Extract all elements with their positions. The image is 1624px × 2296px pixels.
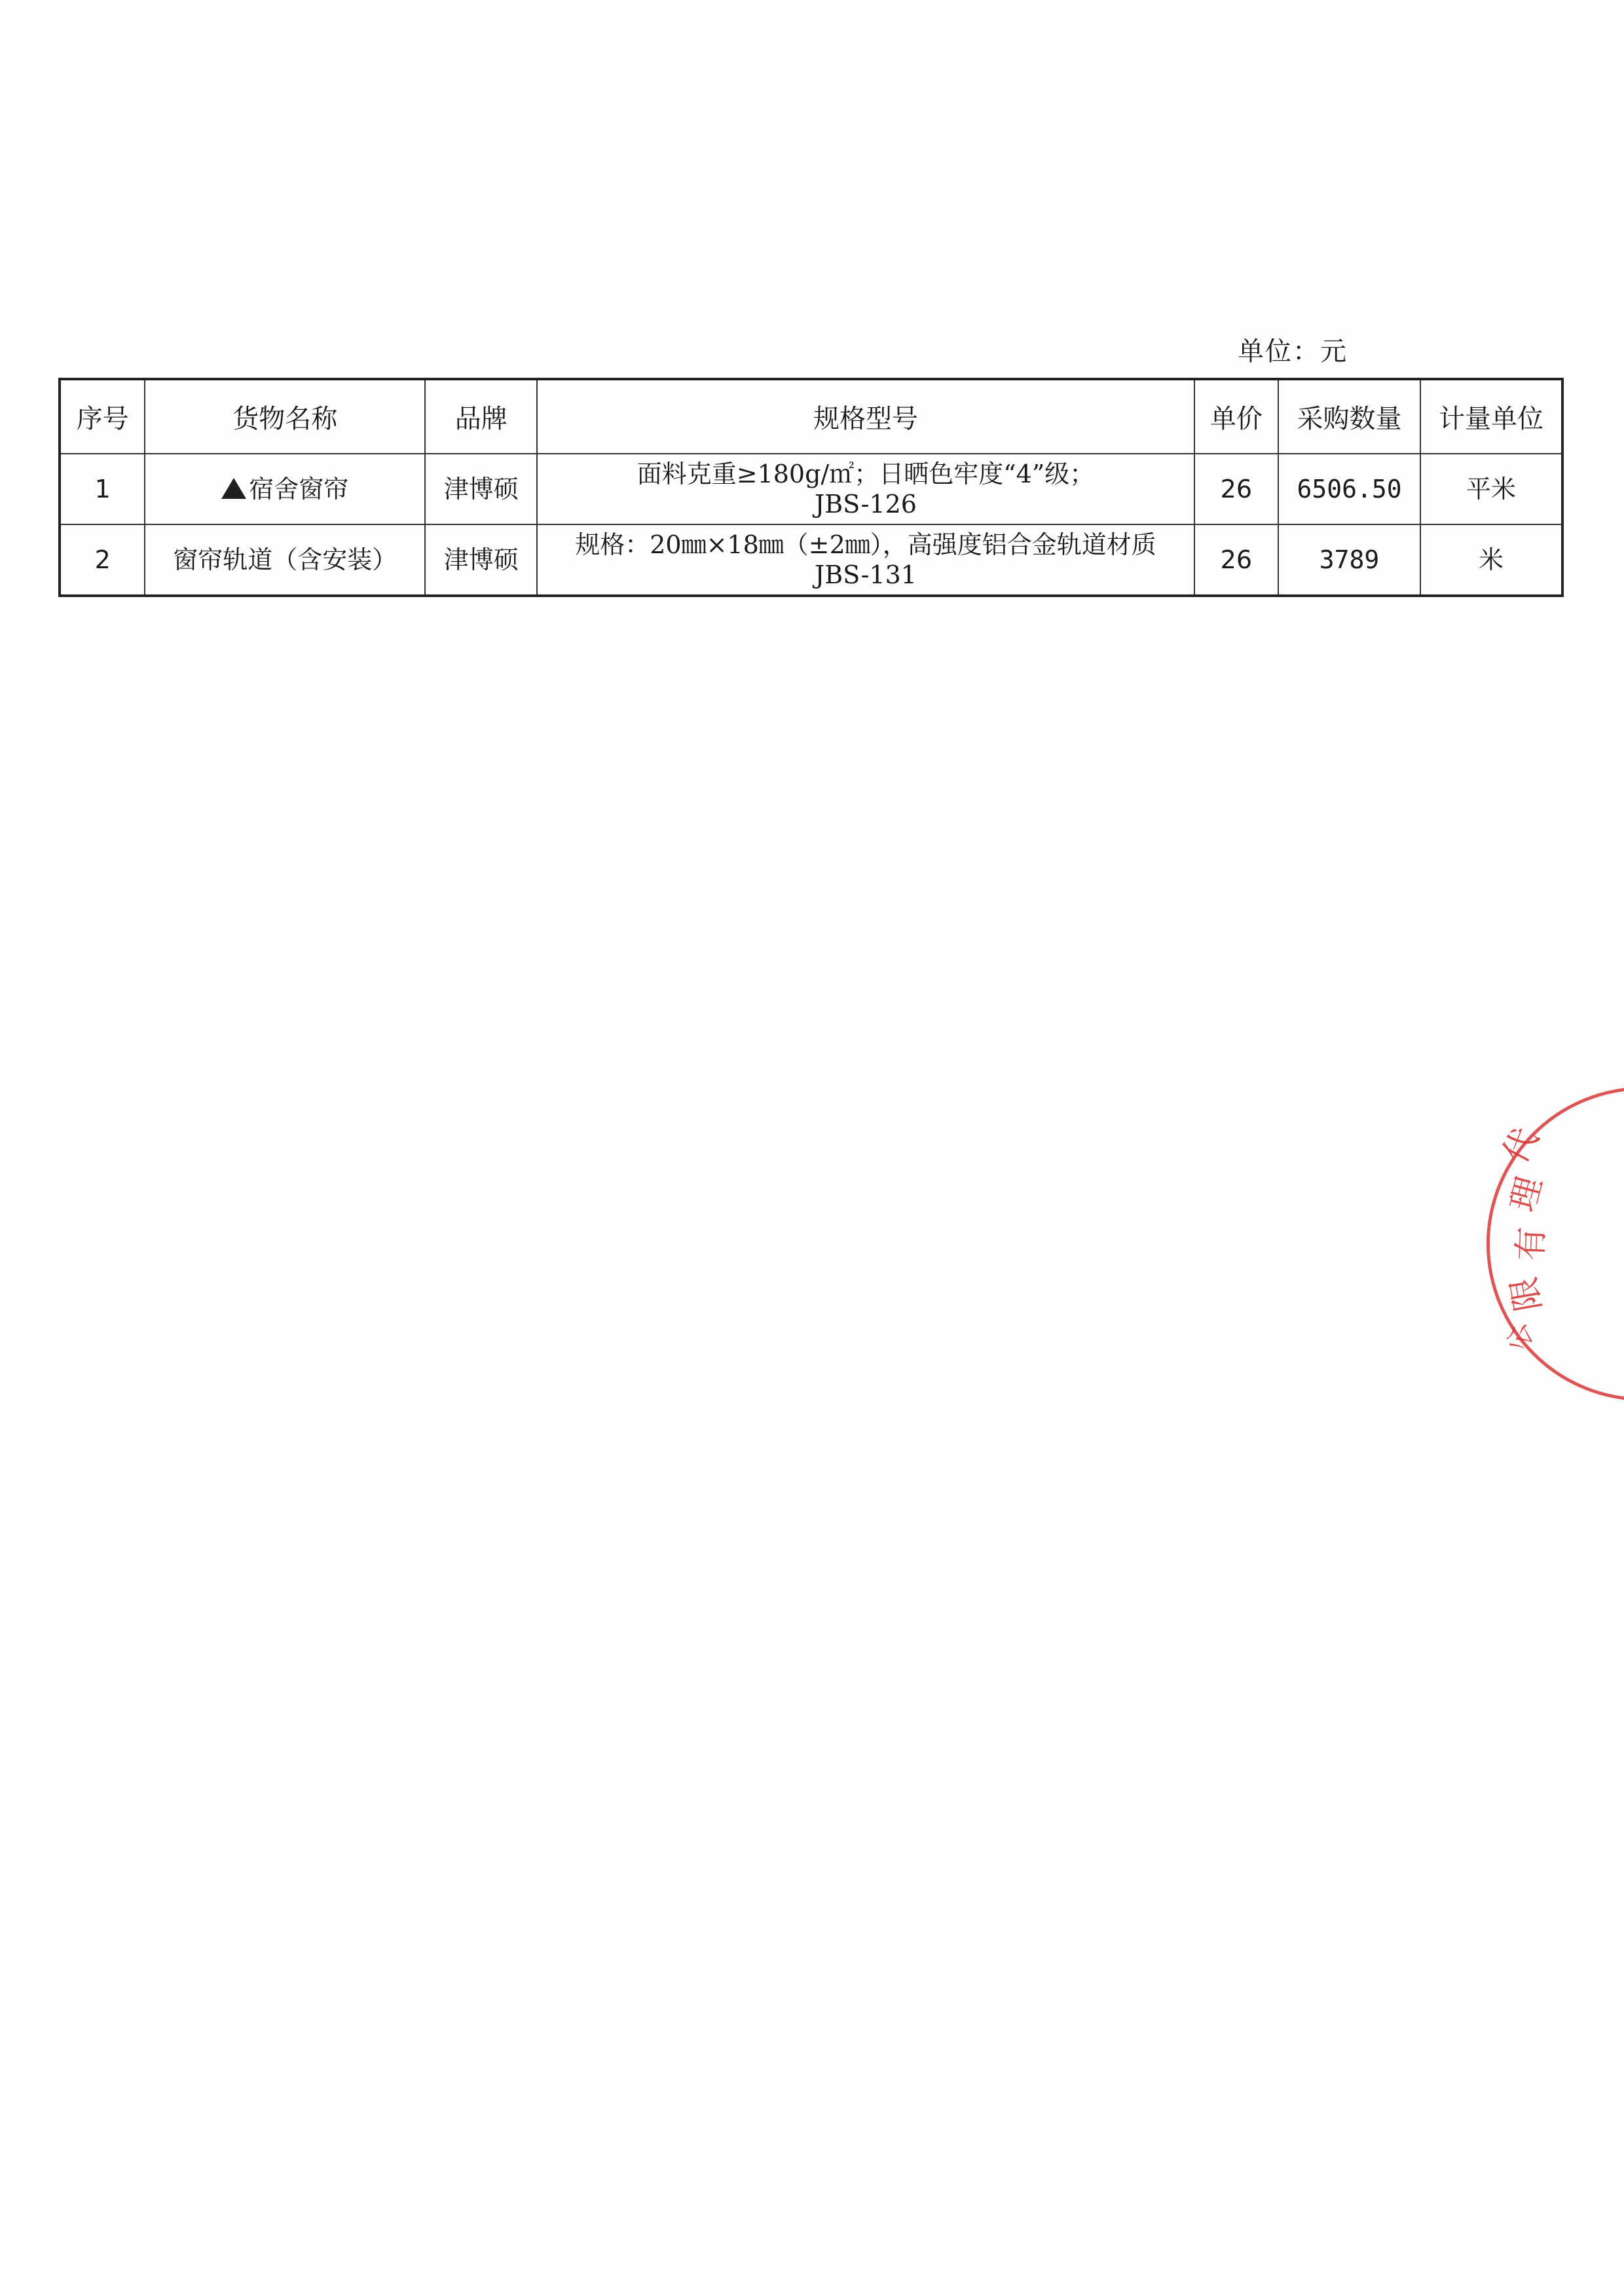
row-seq: 1 xyxy=(60,454,145,524)
triangle-icon xyxy=(221,478,246,499)
header-seq: 序号 xyxy=(60,379,145,454)
row-price: 26 xyxy=(1194,454,1278,524)
row-unit: 平米 xyxy=(1420,454,1562,524)
row-unit: 米 xyxy=(1420,524,1562,596)
row-qty: 3789 xyxy=(1278,524,1420,596)
row-seq: 2 xyxy=(60,524,145,596)
row-spec-cell xyxy=(537,454,1194,524)
seal-char: 公 xyxy=(1501,1319,1540,1355)
row-spec-line2: JBS-126 xyxy=(815,490,917,519)
goods-table xyxy=(58,378,1564,597)
row-name: 窗帘轨道（含安装） xyxy=(145,524,425,596)
row-spec-line2: JBS-131 xyxy=(815,560,917,589)
seal-char: 有 xyxy=(1511,1226,1552,1262)
table-header-row xyxy=(60,379,1562,454)
seal-char: 理 xyxy=(1503,1173,1551,1216)
header-unit: 计量单位 xyxy=(1420,379,1562,454)
table-row xyxy=(60,524,1562,596)
unit-note: 单位：元 xyxy=(1238,337,1348,367)
seal-char: 代 xyxy=(1496,1121,1547,1171)
row-price: 26 xyxy=(1194,524,1278,596)
row-spec-line1: 面料克重≥180g/㎡；日晒色牢度“4”级； xyxy=(637,460,1095,488)
header-qty: 采购数量 xyxy=(1278,379,1420,454)
seal-char: 限 xyxy=(1504,1273,1549,1315)
header-spec: 规格型号 xyxy=(537,379,1194,454)
row-spec-cell xyxy=(537,524,1194,596)
header-price: 单价 xyxy=(1194,379,1278,454)
row-brand: 津博硕 xyxy=(425,524,537,596)
header-brand: 品牌 xyxy=(425,379,537,454)
table-row xyxy=(60,454,1562,524)
row-brand: 津博硕 xyxy=(425,454,537,524)
row-name-cell xyxy=(145,454,425,524)
row-name: 宿舍窗帘 xyxy=(249,475,349,503)
header-name: 货物名称 xyxy=(145,379,425,454)
row-spec-line1: 规格：20㎜×18㎜（±2㎜），高强度铝合金轨道材质 xyxy=(575,530,1156,559)
row-qty: 6506.50 xyxy=(1278,454,1420,524)
